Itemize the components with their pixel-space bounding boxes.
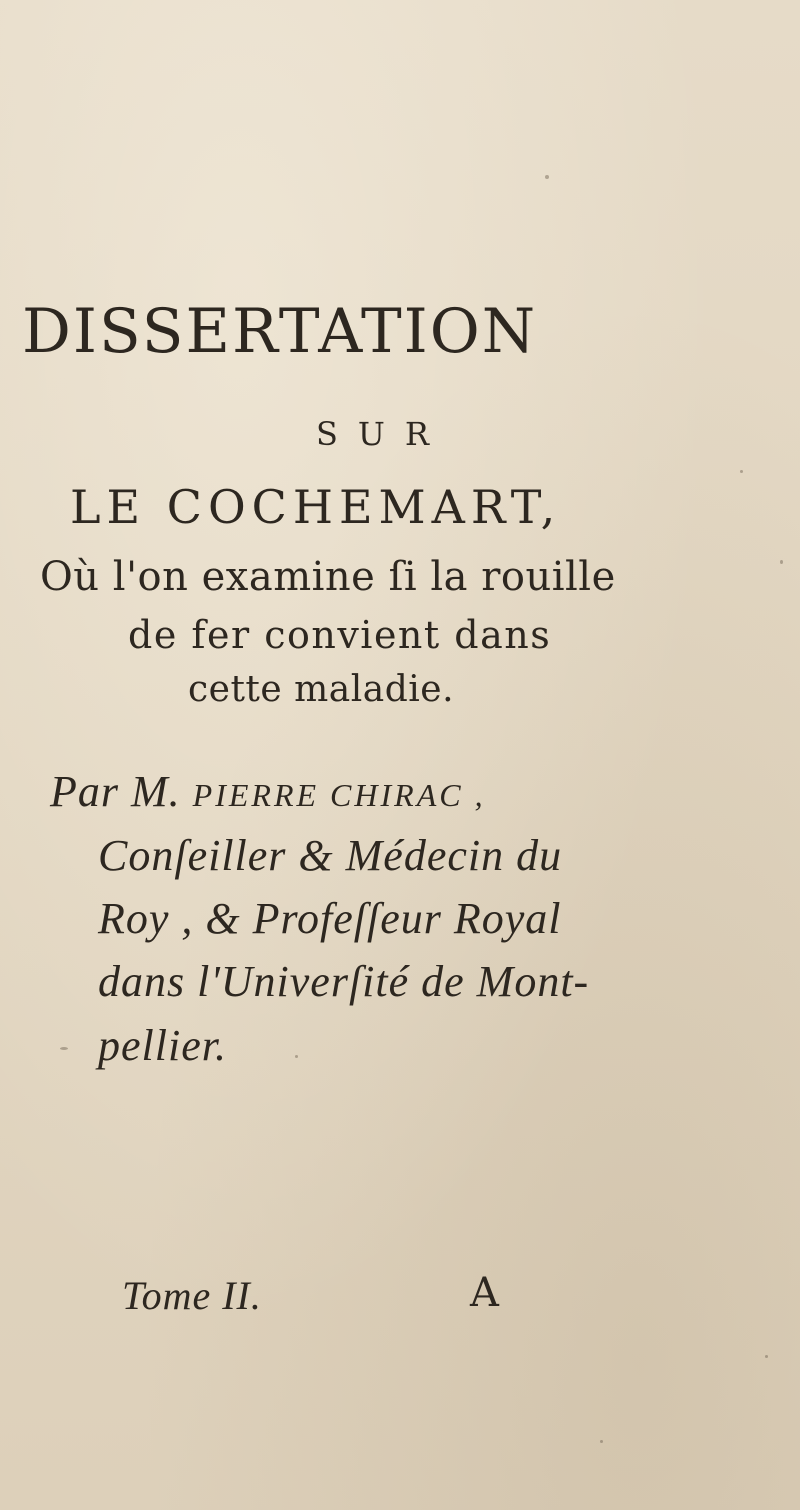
- author-title-line-1: Conſeiller & Médecin du: [98, 831, 563, 880]
- title-preposition: SUR: [316, 415, 449, 453]
- description-line-3: cette maladie.: [188, 669, 455, 710]
- description-line-2: de fer convient dans: [128, 613, 552, 657]
- author-line: [50, 766, 486, 817]
- paper-speck: [780, 560, 783, 564]
- volume-label: Tome II.: [122, 1273, 262, 1318]
- paper-speck: [60, 1047, 68, 1050]
- author-prefix: Par M.: [50, 767, 181, 816]
- book-title: DISSERTATION: [22, 296, 538, 367]
- title-subject: LE COCHEMART,: [70, 480, 562, 534]
- paper-speck: [600, 1440, 603, 1443]
- signature-mark: A: [470, 1270, 499, 1316]
- paper-speck: [545, 175, 549, 179]
- author-title-line-3: dans l'Univerſité de Mont-: [98, 957, 590, 1006]
- paper-speck: [740, 470, 743, 473]
- description-line-1: Où l'on examine ſi la rouille: [40, 554, 616, 600]
- paper-speck: [765, 1355, 768, 1358]
- author-title-line-2: Roy , & Profeſſeur Royal: [98, 894, 562, 943]
- author-name: PIERRE CHIRAC ,: [192, 777, 486, 813]
- paper-speck: [295, 1055, 298, 1058]
- author-title-line-4: pellier.: [98, 1021, 227, 1070]
